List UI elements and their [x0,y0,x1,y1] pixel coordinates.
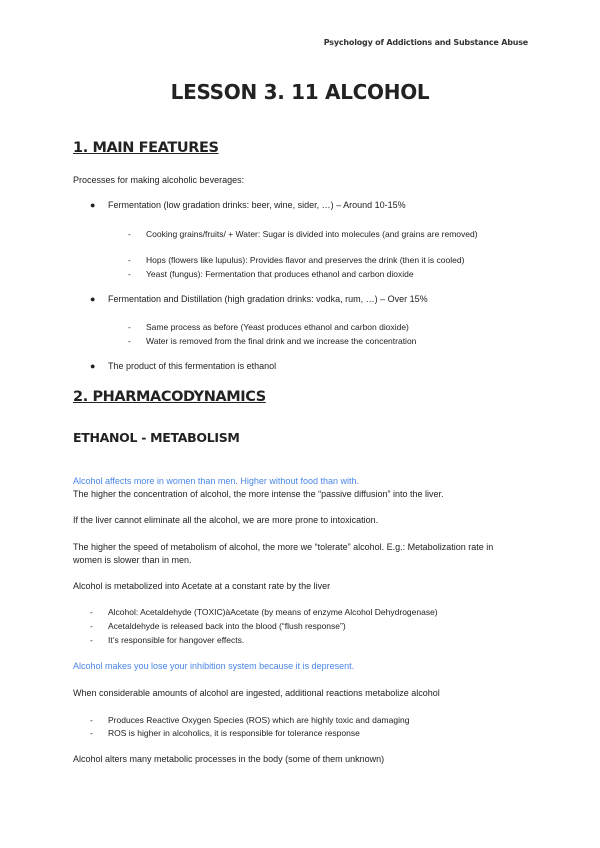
highlight-text: Alcohol makes you lose your inhibition system because it is depresent. [73,661,355,671]
list-item-text: Produces Reactive Oxygen Species (ROS) which are highly toxic and damaging [108,715,410,725]
sub-item-text: Same process as before (Yeast produces ethanol and carbon dioxide) [146,322,409,332]
bullet-icon: ● [90,294,96,304]
sub-item-text: Yeast (fungus): Fermentation that produces ethanol and carbon dioxide [146,269,414,279]
list-item-text: It’s responsible for hangover effects. [108,635,245,645]
paragraph: If the liver cannot eliminate all the alcohol, we are more prone to intoxication. [73,515,379,525]
dash-icon: - [128,255,131,265]
sub-item-text: Cooking grains/fruits/ + Water: Sugar is divided into molecules (and grains are removed) [146,229,478,239]
paragraph: Alcohol is metabolized into Acetate at a constant rate by the liver [73,581,331,591]
subsection-heading: ETHANOL - METABOLISM [73,430,240,445]
list-item-text: Acetaldehyde is released back into the blood (“flush response”) [108,621,346,631]
section-heading-pharmacodynamics: 2. PHARMACODYNAMICS [73,389,266,405]
paragraph: The higher the speed of metabolism of alcohol, the more we “tolerate” alcohol. E.g.: Metabolization rate in women is slower than in men. [73,542,494,565]
dash-icon: - [128,269,131,279]
dash-icon: - [128,322,131,332]
dash-icon: - [90,728,93,738]
section1-intro: Processes for making alcoholic beverages: [73,175,245,185]
list-item-text: ROS is higher in alcoholics, it is responsible for tolerance response [108,728,360,738]
bullet-icon: ● [90,361,96,371]
dash-icon: - [128,336,131,346]
bullet-text: The product of this fermentation is ethanol [108,361,277,371]
dash-icon: - [90,635,93,645]
paragraph: The higher the concentration of alcohol, the more intense the “passive diffusion” into the liver. [73,489,444,499]
paragraph: Alcohol alters many metabolic processes in the body (some of them unknown) [73,754,385,764]
dash-icon: - [90,607,93,617]
bullet-text: Fermentation and Distillation (high gradation drinks: vodka, rum, …) – Over 15% [108,294,428,304]
dash-icon: - [90,715,93,725]
sub-item [128,228,528,254]
bullet-icon: ● [90,200,96,210]
page-title: LESSON 3. 11 ALCOHOL [170,80,430,104]
section-heading-main-features: 1. MAIN FEATURES [73,140,219,156]
page-header: Psychology of Addictions and Substance Abuse [323,38,528,47]
bullet-text: Fermentation (low gradation drinks: beer, wine, sider, …) – Around 10-15% [108,200,406,210]
dash-icon: - [128,229,131,239]
sub-item-text: Hops (flowers like lupulus): Provides flavor and preserves the drink (then it is cooled) [146,255,465,265]
paragraph: When considerable amounts of alcohol are ingested, additional reactions metabolize alcohol [73,688,440,698]
highlight-text: Alcohol affects more in women than men. Higher without food than with. [73,476,359,486]
dash-icon: - [90,621,93,631]
list-item-text: Alcohol: Acetaldehyde (TOXIC)àAcetate (by means of enzyme Alcohol Dehydrogenase) [108,607,438,617]
sub-item-text: Water is removed from the final drink and we increase the concentration [146,336,417,346]
